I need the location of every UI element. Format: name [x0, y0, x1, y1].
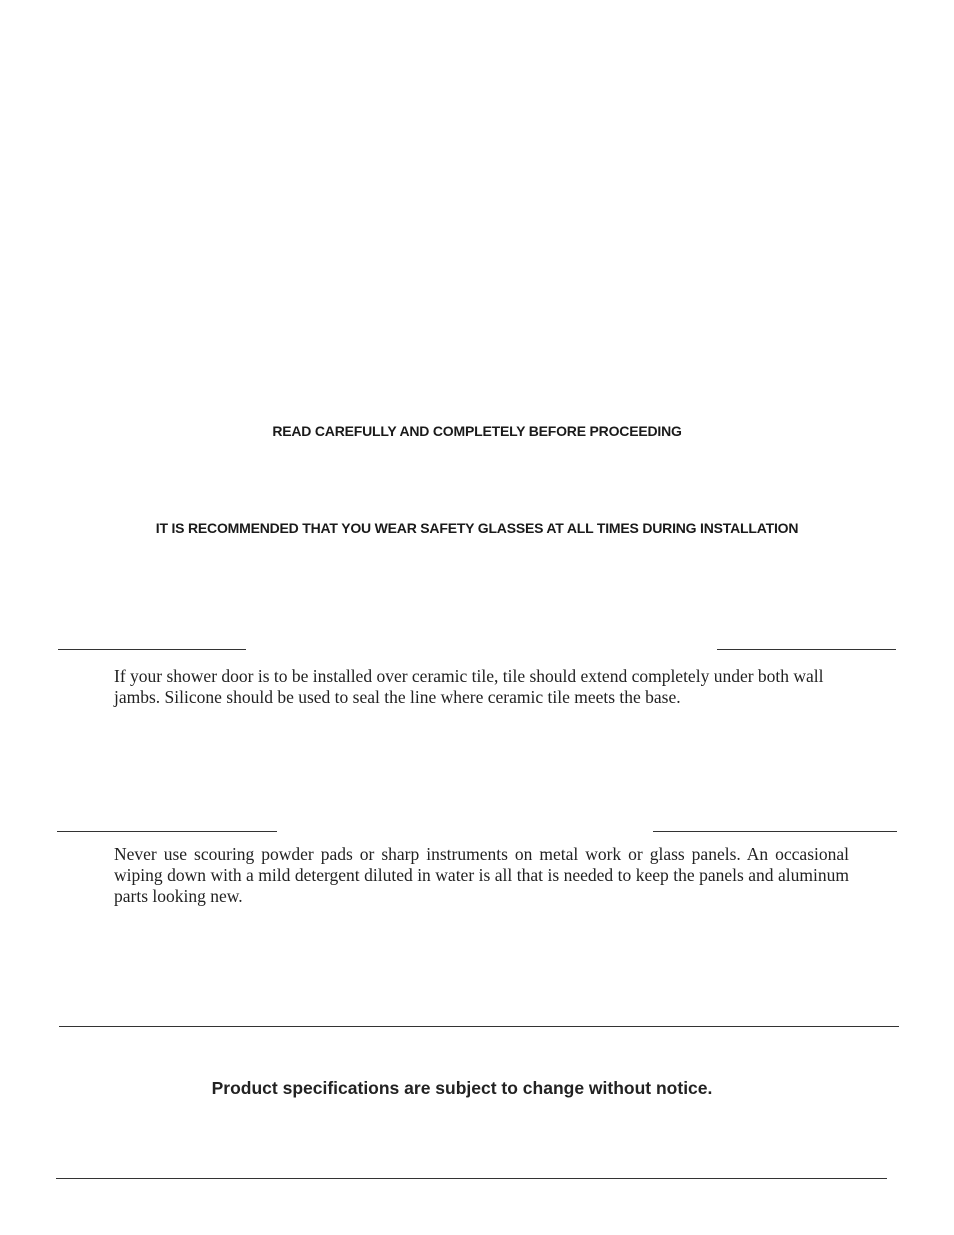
- care-paragraph: Never use scouring powder pads or sharp instruments on metal work or glass panels. An occasional wiping down with a mild detergent diluted in water is all that is needed to keep the panels and aluminum parts looking new.: [114, 844, 849, 906]
- safety-glasses-notice: IT IS RECOMMENDED THAT YOU WEAR SAFETY GLASSES AT ALL TIMES DURING INSTALLATION: [155, 520, 799, 536]
- read-carefully-notice: READ CAREFULLY AND COMPLETELY BEFORE PROCEEDING: [272, 423, 682, 439]
- section-rule-right: [653, 831, 897, 832]
- ceramic-tile-paragraph: If your shower door is to be installed over ceramic tile, tile should extend completely under both wall jambs. Silicone should be used to seal the line where ceramic tile meets the base.: [114, 666, 824, 707]
- section-rule-left: [58, 649, 246, 650]
- spec-change-notice: Product specifications are subject to change without notice.: [211, 1078, 713, 1098]
- footer-rule: [56, 1178, 887, 1179]
- section-rule-left: [57, 831, 277, 832]
- full-width-rule: [59, 1026, 899, 1027]
- section-rule-right: [717, 649, 896, 650]
